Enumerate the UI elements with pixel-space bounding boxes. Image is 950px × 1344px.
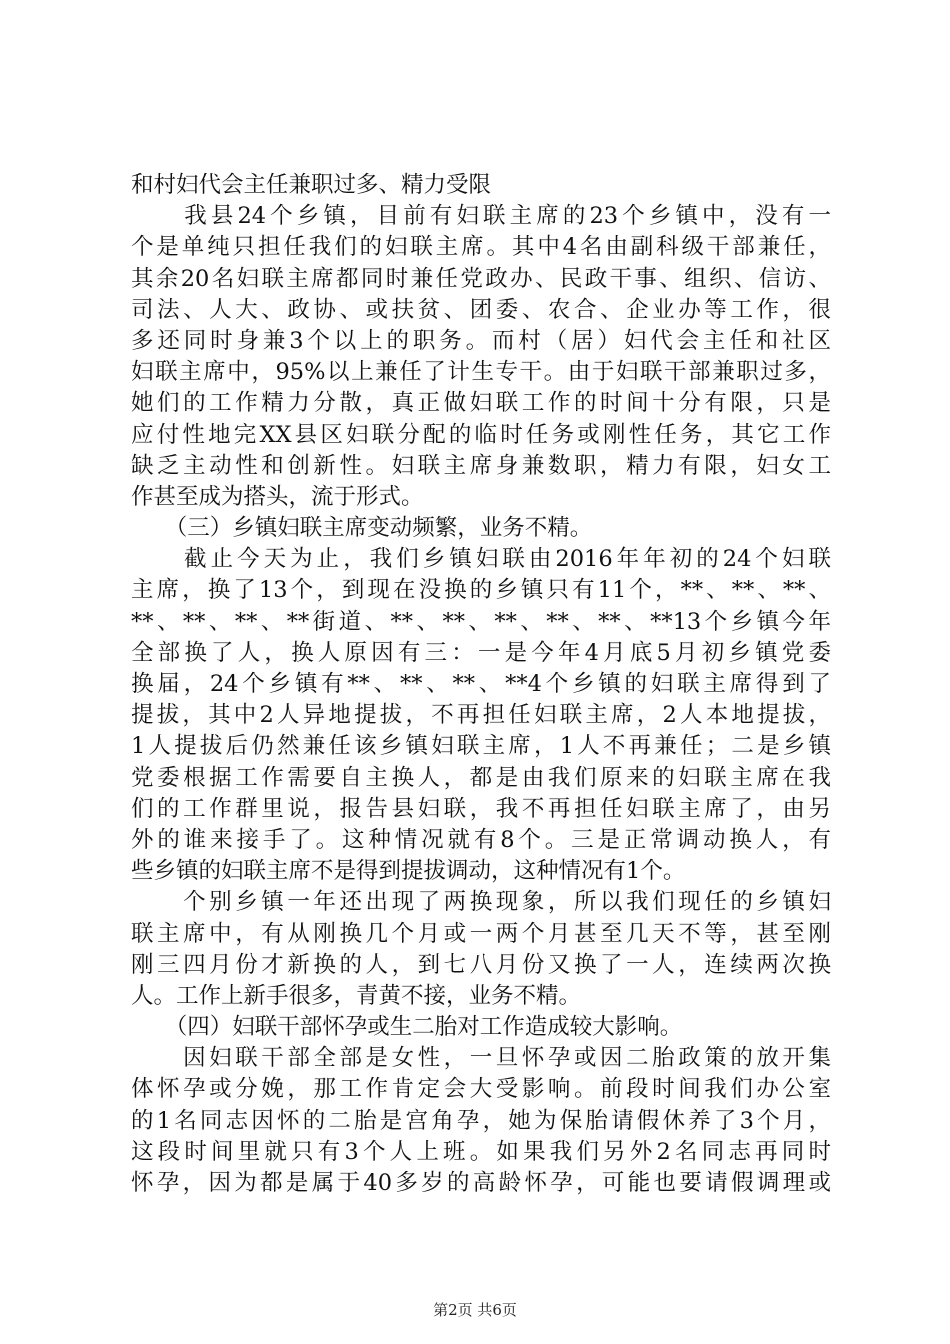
text-line: 其余20名妇联主席都同时兼任党政办、民政干事、组织、信访、: [131, 265, 831, 292]
text-line: 体怀孕或分娩，那工作肯定会大受影响。前段时间我们办公室: [131, 1076, 831, 1103]
text-line: 多还同时身兼3个以上的职务。而村（居）妇代会主任和社区: [131, 327, 831, 354]
text-line: （四）妇联干部怀孕或生二胎对工作造成较大影响。: [131, 1014, 683, 1041]
page-footer: 第2页 共6页: [433, 1301, 517, 1319]
text-line: 妇联主席中，95%以上兼任了计生专干。由于妇联干部兼职过多，: [131, 359, 831, 386]
text-line: 们的工作群里说，报告县妇联，我不再担任妇联主席了，由另: [131, 795, 831, 822]
text-line: 的1名同志因怀的二胎是宫角孕，她为保胎请假休养了3个月，: [131, 1107, 831, 1134]
text-line: 应付性地完XX县区妇联分配的临时任务或刚性任务，其它工作: [131, 421, 831, 448]
text-line: 人。工作上新手很多，青黄不接，业务不精。: [131, 982, 582, 1009]
text-line: 因妇联干部全部是女性，一旦怀孕或因二胎政策的放开集: [131, 1045, 831, 1072]
text-line: 全部换了人，换人原因有三：一是今年4月底5月初乡镇党委: [131, 639, 831, 666]
text-line: 主席，换了13个，到现在没换的乡镇只有11个，**、**、**、: [131, 577, 831, 604]
text-line: 个别乡镇一年还出现了两换现象，所以我们现任的乡镇妇: [131, 889, 831, 916]
text-line: 刚三四月份才新换的人，到七八月份又换了一人，连续两次换: [131, 951, 831, 978]
text-line: 缺乏主动性和创新性。妇联主席身兼数职，精力有限，妇女工: [131, 452, 831, 479]
text-line: 她们的工作精力分散，真正做妇联工作的时间十分有限，只是: [131, 390, 831, 417]
text-line: 外的谁来接手了。这种情况就有8个。三是正常调动换人，有: [131, 826, 831, 853]
text-line: 作甚至成为搭头，流于形式。: [131, 483, 424, 510]
text-line: 我县24个乡镇，目前有妇联主席的23个乡镇中，没有一: [131, 203, 831, 230]
text-line: 换届，24个乡镇有**、**、**、**4个乡镇的妇联主席得到了: [131, 671, 831, 697]
text-line: **、**、**、**街道、**、**、**、**、**、**13个乡镇今年: [131, 608, 831, 635]
text-line: 和村妇代会主任兼职过多、精力受限: [131, 172, 492, 198]
text-line: 联主席中，有从刚换几个月或一两个月甚至几天不等，甚至刚: [131, 920, 831, 947]
text-line: 个是单纯只担任我们的妇联主席。其中4名由副科级干部兼任，: [131, 234, 831, 261]
text-line: 些乡镇的妇联主席不是得到提拔调动，这种情况有1个。: [131, 858, 686, 885]
text-line: 司法、人大、政协、或扶贫、团委、农合、企业办等工作，很: [131, 296, 831, 323]
text-line: 1人提拔后仍然兼任该乡镇妇联主席，1人不再兼任；二是乡镇: [131, 733, 831, 760]
text-line: 怀孕，因为都是属于40多岁的高龄怀孕，可能也要请假调理或: [131, 1170, 831, 1196]
text-line: 截止今天为止，我们乡镇妇联由2016年年初的24个妇联: [131, 546, 831, 573]
text-line: 党委根据工作需要自主换人，都是由我们原来的妇联主席在我: [131, 764, 831, 791]
text-line: 这段时间里就只有3个人上班。如果我们另外2名同志再同时: [131, 1138, 831, 1165]
text-line: （三）乡镇妇联主席变动频繁，业务不精。: [131, 515, 593, 542]
text-line: 提拔，其中2人异地提拔，不再担任妇联主席，2人本地提拔，: [131, 702, 831, 729]
document-body: [131, 170, 831, 1199]
